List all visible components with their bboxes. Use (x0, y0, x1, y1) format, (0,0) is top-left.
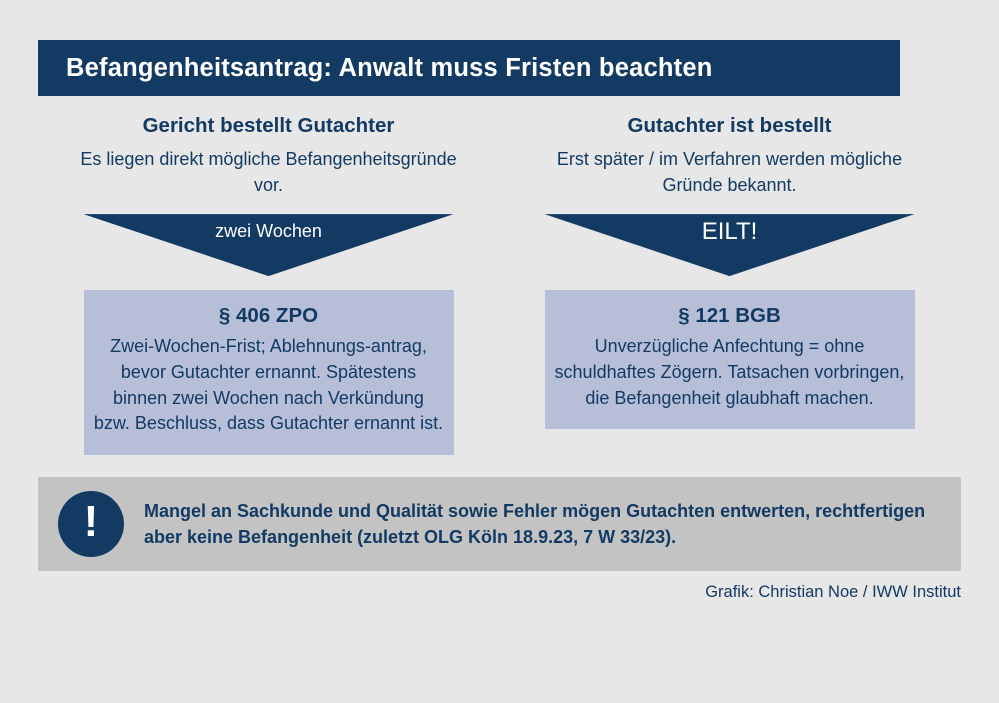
column-left-law-text: Zwei-Wochen-Frist; Ablehnungs-antrag, bevor Gutachter ernannt. Spätestens binnen zwei Wochen nach Verkündung bzw. Beschluss, dass Gutachter ernannt ist. (93, 336, 444, 434)
column-right-law-title: § 121 BGB (678, 304, 781, 328)
column-right-law-text: Unverzügliche Anfechtung = ohne schuldhaftes Zögern. Tatsachen vorbringen, die Befangenheit glaubhaft machen. (554, 336, 905, 408)
column-left-subtitle: Es liegen direkt mögliche Befangenheitsgründe vor. (80, 149, 457, 195)
column-left-arrow-wrap (84, 214, 454, 276)
infographic-title-bar (38, 40, 900, 96)
column-left-law-title: § 406 ZPO (218, 304, 319, 328)
infographic-root (0, 40, 999, 703)
column-right-arrow-label: EILT! (701, 218, 758, 246)
column-right (499, 114, 960, 455)
note-text: Mangel an Sachkunde und Qualität sowie Fehler mögen Gutachten entwerten, rechtfertigen aber keine Befangenheit (zuletzt OLG Köln 18.9.23, 7 W 33/23). (144, 500, 926, 548)
column-left-arrow-label: zwei Wochen (215, 221, 322, 242)
columns-container (38, 114, 961, 455)
column-right-heading: Gutachter ist bestellt (627, 114, 832, 137)
column-right-law-box (545, 290, 915, 429)
column-right-arrow-wrap (545, 214, 915, 276)
credit-line: Grafik: Christian Noe / IWW Institut (705, 583, 961, 602)
exclamation-mark-icon: ! (58, 491, 124, 557)
column-left-law-box (84, 290, 454, 455)
note-bar (38, 477, 961, 571)
column-left (38, 114, 499, 455)
page-title: Befangenheitsantrag: Anwalt muss Fristen beachten (66, 53, 713, 82)
column-right-subtitle: Erst später / im Verfahren werden mögliche Gründe bekannt. (556, 149, 903, 195)
column-left-heading: Gericht bestellt Gutachter (142, 114, 395, 137)
